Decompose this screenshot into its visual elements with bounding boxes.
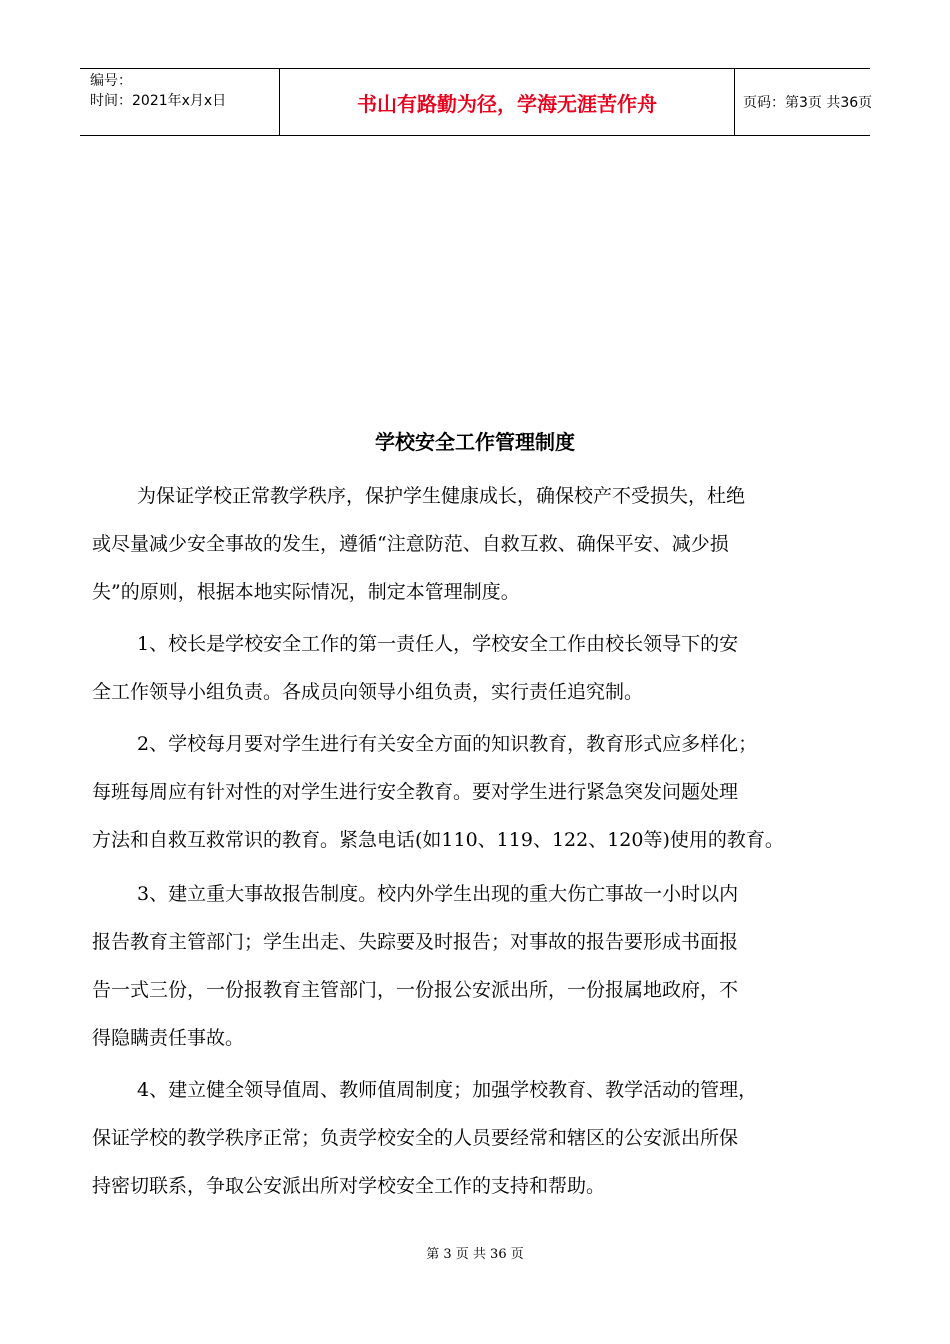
body-line: 保证学校的教学秩序正常；负责学校安全的人员要经常和辖区的公安派出所保 — [92, 1127, 739, 1149]
body-line: 全工作领导小组负责。各成员向领导小组负责，实行责任追究制。 — [92, 681, 644, 703]
body-line: 为保证学校正常教学秩序，保护学生健康成长，确保校产不受损失，杜绝 — [137, 485, 746, 507]
time-label: 时间：2021年x月x日 — [90, 93, 227, 109]
body-line: 3、建立重大事故报告制度。校内外学生出现的重大伤亡事故一小时以内 — [137, 883, 739, 905]
body-line: 得隐瞒责任事故。 — [92, 1027, 245, 1049]
page-footer: 第 3 页 共 36 页 — [426, 1247, 524, 1262]
body-line: 4、建立健全领导值周、教师值周制度；加强学校教育、教学活动的管理， — [137, 1079, 758, 1101]
document-title: 学校安全工作管理制度 — [375, 430, 575, 454]
body-line: 持密切联系，争取公安派出所对学校安全工作的支持和帮助。 — [92, 1175, 606, 1197]
page-header — [80, 68, 873, 136]
number-label: 编号： — [90, 73, 132, 89]
body-line: 或尽量减少安全事故的发生，遵循“注意防范、自救互救、确保平安、减少损 — [92, 533, 729, 555]
header-motto: 书山有路勤为径，学海无涯苦作舟 — [280, 69, 735, 135]
body-line: 2、学校每月要对学生进行有关安全方面的知识教育，教育形式应多样化； — [137, 733, 758, 755]
body-line: 告一式三份，一份报教育主管部门，一份报公安派出所，一份报属地政府，不 — [92, 979, 739, 1001]
body-line: 方法和自救互救常识的教育。紧急电话(如110、119、122、120等)使用的教育。 — [92, 829, 784, 851]
body-line: 失”的原则，根据本地实际情况，制定本管理制度。 — [92, 581, 520, 603]
body-line: 报告教育主管部门；学生出走、失踪要及时报告；对事故的报告要形成书面报 — [92, 931, 739, 953]
body-line: 1、校长是学校安全工作的第一责任人，学校安全工作由校长领导下的安 — [137, 633, 739, 655]
body-line: 每班每周应有针对性的对学生进行安全教育。要对学生进行紧急突发问题处理 — [92, 781, 739, 803]
header-page-info: 页码：第3页 共36页 — [743, 95, 873, 111]
header-left-cell — [80, 69, 280, 135]
